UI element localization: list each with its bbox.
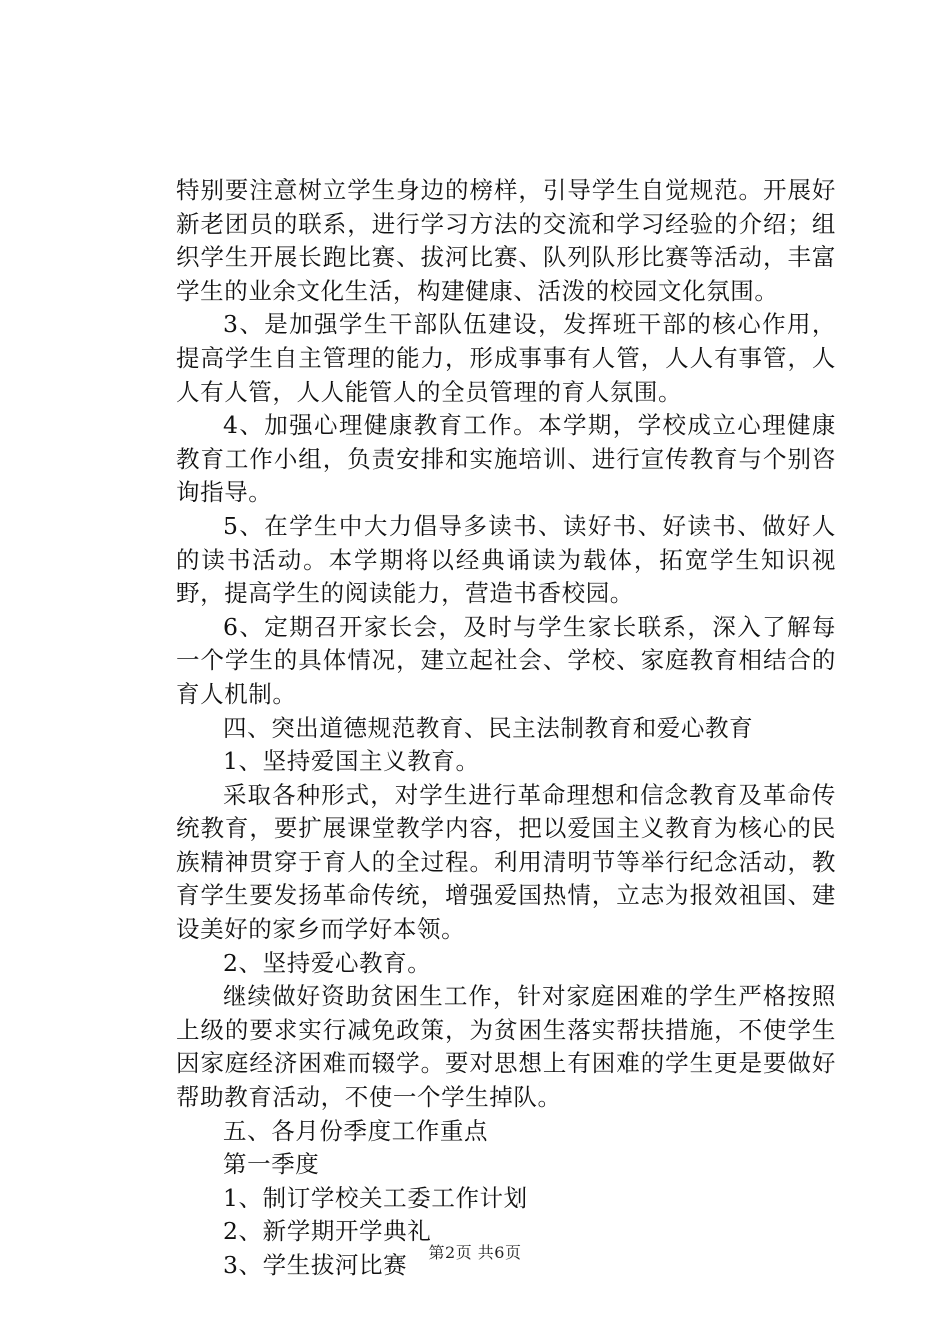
subheading-care: 2、坚持爱心教育。: [223, 948, 432, 977]
paragraph-3: 4、加强心理健康教育工作。本学期，学校成立心理健康教育工作小组，负责安排和实施培训、进行宣传教育与个别咨询指导。: [176, 411, 836, 507]
section-heading-4: 四、突出道德规范教育、民主法制教育和爱心教育: [223, 713, 754, 742]
paragraph-4: 5、在学生中大力倡导多读书、读好书、好读书、做好人的读书活动。本学期将以经典诵读为载体，拓宽学生知识视野，提高学生的阅读能力，营造书香校园。: [176, 511, 836, 608]
paragraph-1: 特别要注意树立学生身边的榜样，引导学生自觉规范。开展好新老团员的联系，进行学习方法的交流和学习经验的介绍；组织学生开展长跑比赛、拔河比赛、队列队形比赛等活动，丰富学生的业余文化生活，构建健康、活泼的校园文化氛围。: [176, 176, 836, 305]
list-item: 2、新学期开学典礼: [223, 1217, 432, 1246]
paragraph-5: 6、定期召开家长会，及时与学生家长联系，深入了解每一个学生的具体情况，建立起社会、学校、家庭教育相结合的育人机制。: [176, 612, 836, 708]
page-number-footer: 第2页 共6页: [428, 1243, 522, 1262]
paragraph-care: 继续做好资助贫困生工作，针对家庭困难的学生严格按照上级的要求实行减免政策，为贫困生落实帮扶措施，不使学生因家庭经济困难而辍学。要对思想上有困难的学生更是要做好帮助教育活动，不使一个学生掉队。: [176, 982, 836, 1112]
paragraph-patriotism: 采取各种形式，对学生进行革命理想和信念教育及革命传统教育，要扩展课堂教学内容，把以爱国主义教育为核心的民族精神贯穿于育人的全过程。利用清明节等举行纪念活动，教育学生要发扬革命传统，增强爱国热情，立志为报效祖国、建设美好的家乡而学好本领。: [176, 780, 836, 944]
section-heading-5: 五、各月份季度工作重点: [223, 1116, 489, 1145]
list-item: 1、制订学校关工委工作计划: [223, 1183, 528, 1212]
list-item: 3、学生拔河比赛: [223, 1251, 408, 1279]
document-body: [176, 174, 836, 1283]
subheading-patriotism: 1、坚持爱国主义教育。: [223, 747, 480, 776]
quarter-heading: 第一季度: [223, 1150, 320, 1179]
paragraph-2: 3、是加强学生干部队伍建设，发挥班干部的核心作用，提高学生自主管理的能力，形成事事有人管，人人有事管，人人有人管，人人能管人的全员管理的育人氛围。: [176, 310, 836, 406]
